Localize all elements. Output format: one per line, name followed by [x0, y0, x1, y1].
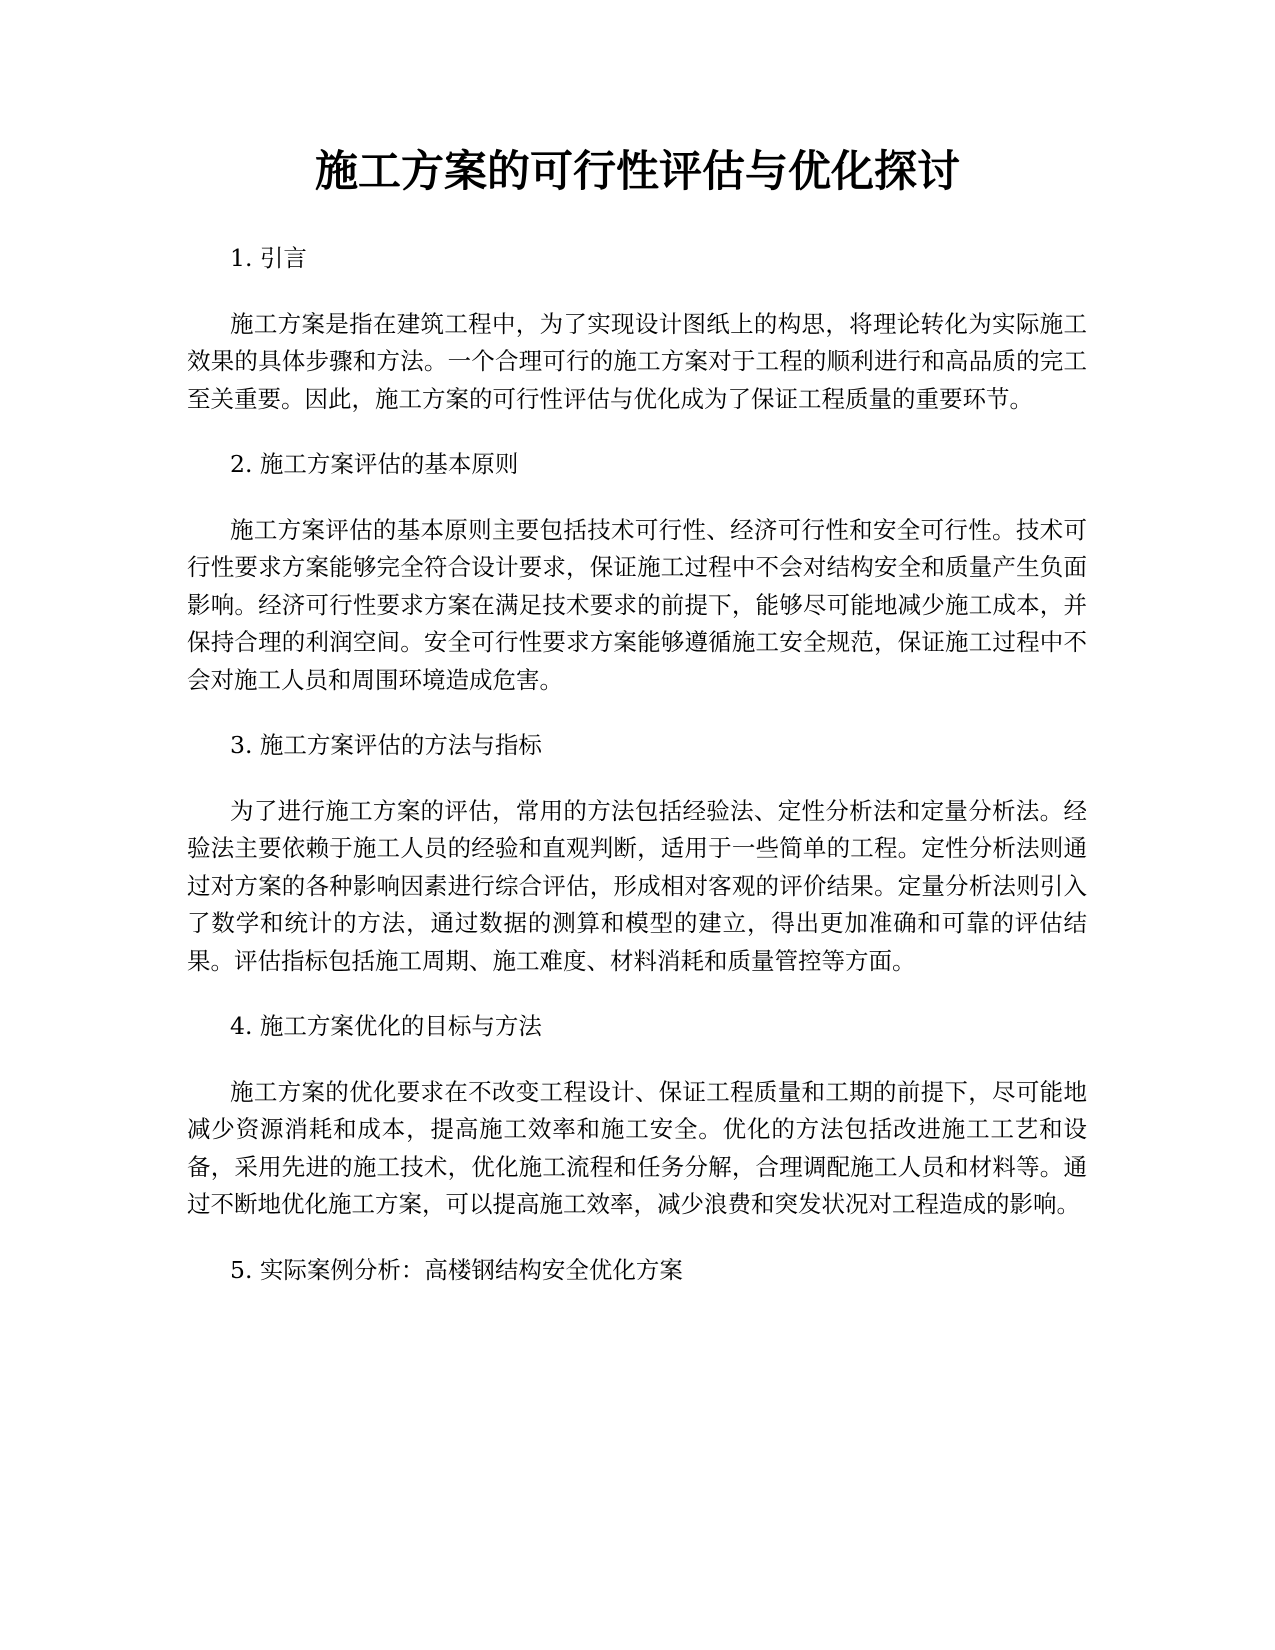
section-paragraph-4: 施工方案的优化要求在不改变工程设计、保证工程质量和工期的前提下，尽可能地减少资源消耗和成本，提高施工效率和施工安全。优化的方法包括改进施工工艺和设备，采用先进的施工技术，优化施工流程和任务分解，合理调配施工人员和材料等。通过不断地优化施工方案，可以提高施工效率，减少浪费和突发状况对工程造成的影响。	[187, 1077, 1087, 1218]
section-heading-5: 5. 实际案例分析：高楼钢结构安全优化方案	[230, 1255, 683, 1284]
document-body	[187, 240, 1087, 1317]
section-heading-2: 2. 施工方案评估的基本原则	[230, 450, 519, 478]
section-heading-1: 1. 引言	[230, 244, 307, 272]
section-paragraph-3: 为了进行施工方案的评估，常用的方法包括经验法、定性分析法和定量分析法。经验法主要依赖于施工人员的经验和直观判断，适用于一些简单的工程。定性分析法则通过对方案的各种影响因素进行综合评估，形成相对客观的评价结果。定量分析法则引入了数学和统计的方法，通过数据的测算和模型的建立，得出更加准确和可靠的评估结果。评估指标包括施工周期、施工难度、材料消耗和质量管控等方面。	[187, 796, 1087, 975]
document-title: 施工方案的可行性评估与优化探讨	[315, 147, 960, 197]
section-paragraph-2: 施工方案评估的基本原则主要包括技术可行性、经济可行性和安全可行性。技术可行性要求方案能够完全符合设计要求，保证施工过程中不会对结构安全和质量产生负面影响。经济可行性要求方案在满足技术要求的前提下，能够尽可能地减少施工成本，并保持合理的利润空间。安全可行性要求方案能够遵循施工安全规范，保证施工过程中不会对施工人员和周围环境造成危害。	[187, 515, 1087, 694]
section-heading-4: 4. 施工方案优化的目标与方法	[230, 1012, 542, 1040]
section-heading-3: 3. 施工方案评估的方法与指标	[230, 731, 542, 759]
section-paragraph-1: 施工方案是指在建筑工程中，为了实现设计图纸上的构思，将理论转化为实际施工效果的具体步骤和方法。一个合理可行的施工方案对于工程的顺利进行和高品质的完工至关重要。因此，施工方案的可行性评估与优化成为了保证工程质量的重要环节。	[187, 309, 1087, 413]
